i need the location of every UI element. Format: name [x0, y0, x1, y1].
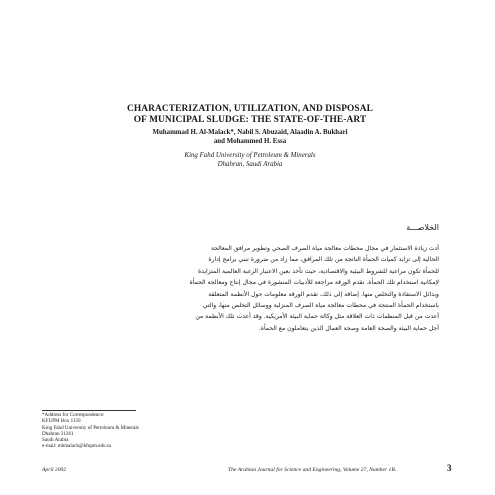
- footnote-line: e-mail: mhmalack@kfupm.edu.sa: [42, 443, 112, 450]
- paper-title: [60, 104, 440, 126]
- authors-line-2: and Mohammed H. Essa: [213, 138, 287, 145]
- correspondence-footnote: [42, 412, 139, 450]
- abstract-line: باستخدام الحمأة المنتجة في محطات معالجة مياه الصرف المنزلية ووسائل التخلص منها، والتي: [202, 302, 439, 310]
- issue-date: April 2002: [42, 467, 67, 473]
- abstract-line: أعدت من قبل المنظمات ذات العلاقة مثل وكالة حماية البيئة الأمريكية. وقد أعدت تلك الأنظمة من: [195, 313, 439, 321]
- arabic-abstract-body: [59, 243, 439, 334]
- authors-line-1: Muhammad H. Al-Malack*, Nabil S. Abuzaid, Alaadin A. Bukhari: [152, 129, 348, 136]
- journal-citation: The Arabian Journal for Science and Engineering, Volume 27, Number 1B.: [228, 467, 397, 473]
- title-line-1: CHARACTERIZATION, UTILIZATION, AND DISPOSAL: [127, 104, 373, 114]
- abstract-line: أجل حماية البيئة والصحة العامة وصحة العمال الذين يتعاملون مع الحمأة.: [258, 324, 439, 332]
- footnote-line: KFUPM Box 1150: [42, 418, 81, 425]
- footnote-divider: [42, 410, 136, 411]
- footnote-line: *Address for Correspondence:: [42, 412, 105, 418]
- footnote-line: Dhahran 31261: [42, 430, 74, 437]
- abstract-line: للحمأة تكون مراعية للشروط البيئية والاقتصادية، حيث تأخذ بعين الاعتبار الرغبة العالمية المتزايدة: [197, 267, 439, 275]
- abstract-line: الحالية إلى تزايد كميات الحمأة الناتجة من تلك المرافق، مما زاد من ضرورة تبني برامج إدارة: [208, 256, 439, 264]
- footnote-line: King Fahd University of Petroleum & Minerals: [42, 424, 139, 431]
- arabic-abstract-heading: الخلاصـــة: [406, 223, 439, 232]
- abstract-line: لإمكانية استخدام تلك الحمأة. تقدم الورقة مراجعة للأدبيات المنشورة في مجال إنتاج ومعالجة الحمأة: [189, 279, 439, 287]
- affiliation: [60, 152, 440, 169]
- affiliation-university: King Fahd University of Petroleum & Minerals: [184, 152, 316, 159]
- abstract-line: وبدائل الاستفادة والتخلص منها. إضافة إلى ذلك، تقدم الورقة معلومات حول الأنظمة المتعلقة: [208, 290, 439, 298]
- title-line-2: OF MUNICIPAL SLUDGE: THE STATE-OF-THE-ART: [133, 115, 367, 125]
- affiliation-location: Dhahran, Saudi Arabia: [217, 160, 283, 168]
- page-number: 3: [447, 463, 452, 473]
- footnote-line: Saudi Arabia: [42, 437, 69, 444]
- abstract-line: أدت زيادة الاستثمار في مجال محطات معالجة مياه الصرف الصحي وتطوير مرافق المعالجة: [210, 245, 439, 252]
- author-list: [60, 128, 440, 146]
